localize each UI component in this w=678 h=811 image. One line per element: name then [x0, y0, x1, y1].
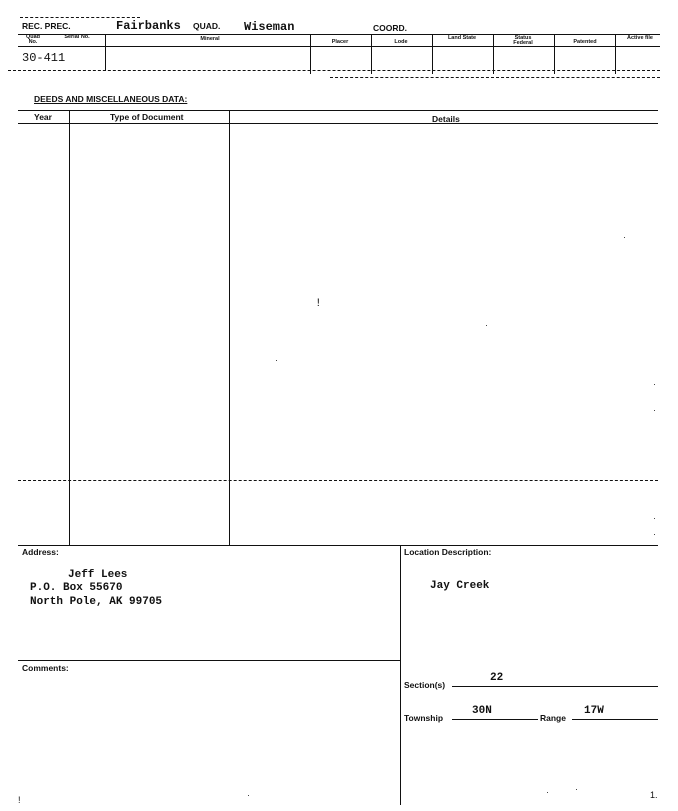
- col-divider-status-federal: [493, 34, 494, 74]
- deeds-col-details: Details: [432, 114, 460, 124]
- address-label: Address:: [22, 547, 59, 557]
- col-divider-mineral: [105, 34, 106, 71]
- deeds-header-rule: [18, 123, 658, 124]
- col-land-state: Land State: [447, 35, 477, 41]
- scan-speck: [624, 237, 625, 238]
- sections-value: 22: [490, 672, 504, 684]
- township-value: 30N: [472, 705, 492, 717]
- bottom-top-rule: [18, 545, 658, 546]
- township-field: [452, 705, 538, 720]
- scan-speck: [576, 789, 577, 790]
- scan-speck: [654, 534, 655, 535]
- col-divider-patented: [554, 34, 555, 74]
- scan-speck: [654, 410, 655, 411]
- quad-label: QUAD.: [193, 21, 221, 31]
- footer-right-mark: 1.: [650, 790, 658, 800]
- comments-top-rule: [18, 660, 400, 661]
- col-divider-active-file: [615, 34, 616, 74]
- deeds-mark: !: [315, 298, 322, 310]
- scan-speck: [248, 795, 249, 796]
- record-table-top-rule: [18, 34, 660, 35]
- scan-speck: [654, 384, 655, 385]
- scan-speck: [276, 360, 277, 361]
- address-name: Jeff Lees: [68, 569, 128, 581]
- range-label: Range: [540, 713, 566, 723]
- deeds-top-rule: [18, 110, 658, 111]
- scan-speck: [486, 325, 487, 326]
- scan-speck: [654, 518, 655, 519]
- location-description-value: Jay Creek: [430, 580, 490, 592]
- deeds-dashed-rule: [18, 480, 658, 481]
- col-serial-no: Serial No.: [64, 34, 90, 40]
- record-table-header-rule: [18, 46, 660, 47]
- sections-field: [452, 672, 658, 687]
- location-description-label: Location Description:: [404, 547, 492, 557]
- footer-left-mark: !: [18, 795, 21, 805]
- record-table-bottom-rule-2: [330, 77, 660, 78]
- deeds-section-title: DEEDS AND MISCELLANEOUS DATA:: [34, 94, 188, 104]
- scan-speck: [547, 792, 548, 793]
- col-placer: Placer: [331, 39, 349, 45]
- col-lode: Lode: [394, 39, 408, 45]
- col-status-federal: Status Federal: [513, 35, 533, 46]
- range-value: 17W: [584, 705, 604, 717]
- deeds-col-type: Type of Document: [110, 112, 184, 122]
- sections-label: Section(s): [404, 680, 446, 690]
- comments-label: Comments:: [22, 663, 69, 673]
- township-label: Township: [404, 713, 444, 723]
- col-patented: Patented: [573, 39, 597, 45]
- col-quad-no: Quad No.: [25, 34, 41, 45]
- col-divider-placer: [310, 34, 311, 74]
- address-line2: North Pole, AK 99705: [30, 596, 163, 608]
- bottom-center-divider: [400, 545, 401, 805]
- range-field: [572, 705, 658, 720]
- deeds-col-year: Year: [34, 112, 52, 122]
- quad-no-value: 30-411: [22, 51, 66, 65]
- rec-prec-label: REC. PREC.: [22, 21, 71, 31]
- col-divider-land-state: [432, 34, 433, 74]
- col-mineral: Mineral: [200, 36, 220, 42]
- coord-label: COORD.: [373, 23, 407, 33]
- col-divider-lode: [371, 34, 372, 74]
- address-line1: P.O. Box 55670: [30, 582, 123, 594]
- header-top-rule: [20, 17, 140, 18]
- rec-prec-value: Fairbanks: [116, 19, 181, 33]
- quad-value: Wiseman: [244, 20, 295, 34]
- col-active-file: Active file: [627, 35, 653, 41]
